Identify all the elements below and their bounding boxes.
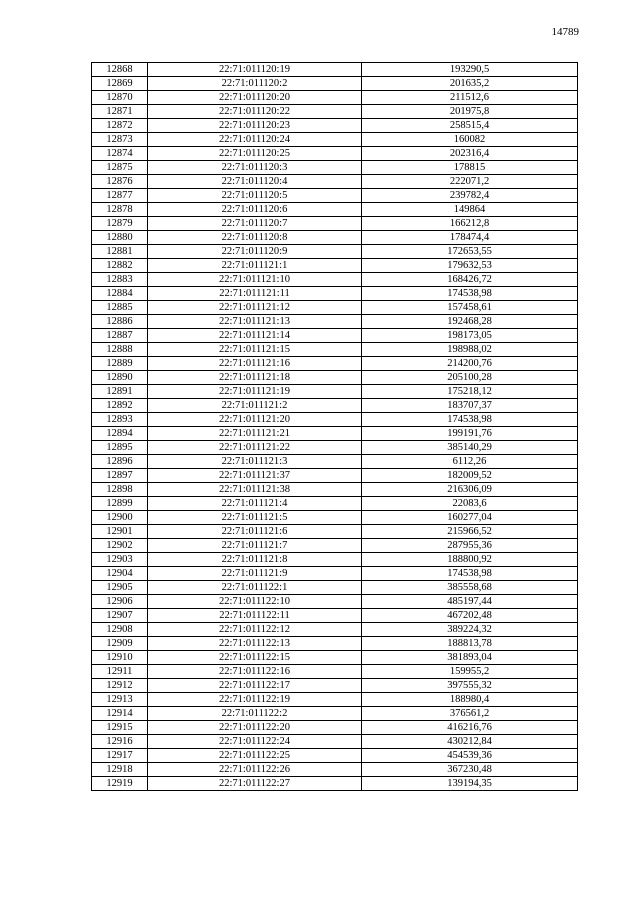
cadastral-number-cell: 22:71:011120:4: [148, 175, 362, 189]
table-row: [92, 539, 578, 553]
cadastral-number-cell: 22:71:011121:11: [148, 287, 362, 301]
cadastral-number-cell: 22:71:011122:11: [148, 609, 362, 623]
row-number-cell: 12886: [92, 315, 148, 329]
cadastral-number-cell: 22:71:011120:5: [148, 189, 362, 203]
cadastral-number-cell: 22:71:011120:23: [148, 119, 362, 133]
table-row: [92, 441, 578, 455]
table-row: [92, 133, 578, 147]
row-number-cell: 12906: [92, 595, 148, 609]
table-row: [92, 399, 578, 413]
table-row: [92, 203, 578, 217]
table-row: [92, 119, 578, 133]
value-cell: 182009,52: [362, 469, 578, 483]
value-cell: 416216,76: [362, 721, 578, 735]
table-row: [92, 301, 578, 315]
table-row: [92, 455, 578, 469]
table-row: [92, 161, 578, 175]
cadastral-number-cell: 22:71:011120:24: [148, 133, 362, 147]
value-cell: 198988,02: [362, 343, 578, 357]
cadastral-number-cell: 22:71:011121:8: [148, 553, 362, 567]
cadastral-number-cell: 22:71:011122:20: [148, 721, 362, 735]
cadastral-number-cell: 22:71:011121:4: [148, 497, 362, 511]
cadastral-number-cell: 22:71:011121:21: [148, 427, 362, 441]
value-cell: 175218,12: [362, 385, 578, 399]
value-cell: 183707,37: [362, 399, 578, 413]
value-cell: 159955,2: [362, 665, 578, 679]
row-number-cell: 12903: [92, 553, 148, 567]
cadastral-number-cell: 22:71:011122:16: [148, 665, 362, 679]
cadastral-number-cell: 22:71:011122:10: [148, 595, 362, 609]
cadastral-number-cell: 22:71:011121:38: [148, 483, 362, 497]
row-number-cell: 12888: [92, 343, 148, 357]
value-cell: 178474,4: [362, 231, 578, 245]
table-row: [92, 175, 578, 189]
table-row: [92, 357, 578, 371]
table-row: [92, 595, 578, 609]
cadastral-number-cell: 22:71:011122:15: [148, 651, 362, 665]
cadastral-number-cell: 22:71:011121:9: [148, 567, 362, 581]
value-cell: 178815: [362, 161, 578, 175]
value-cell: 385140,29: [362, 441, 578, 455]
table-row: [92, 287, 578, 301]
row-number-cell: 12889: [92, 357, 148, 371]
value-cell: 22083,6: [362, 497, 578, 511]
cadastral-number-cell: 22:71:011121:14: [148, 329, 362, 343]
table-row: [92, 63, 578, 77]
table-row: [92, 329, 578, 343]
row-number-cell: 12883: [92, 273, 148, 287]
table-row: [92, 105, 578, 119]
cadastral-number-cell: 22:71:011121:22: [148, 441, 362, 455]
table-row: [92, 497, 578, 511]
table-row: [92, 749, 578, 763]
row-number-cell: 12877: [92, 189, 148, 203]
cadastral-number-cell: 22:71:011122:27: [148, 777, 362, 791]
value-cell: 222071,2: [362, 175, 578, 189]
row-number-cell: 12881: [92, 245, 148, 259]
cadastral-number-cell: 22:71:011120:20: [148, 91, 362, 105]
value-cell: 188800,92: [362, 553, 578, 567]
row-number-cell: 12892: [92, 399, 148, 413]
row-number-cell: 12916: [92, 735, 148, 749]
value-cell: 367230,48: [362, 763, 578, 777]
value-cell: 205100,28: [362, 371, 578, 385]
value-cell: 467202,48: [362, 609, 578, 623]
cadastral-number-cell: 22:71:011121:20: [148, 413, 362, 427]
row-number-cell: 12905: [92, 581, 148, 595]
table-row: [92, 777, 578, 791]
cadastral-number-cell: 22:71:011120:9: [148, 245, 362, 259]
cadastral-number-cell: 22:71:011122:2: [148, 707, 362, 721]
cadastral-number-cell: 22:71:011122:26: [148, 763, 362, 777]
value-cell: 201635,2: [362, 77, 578, 91]
table-row: [92, 721, 578, 735]
table-row: [92, 483, 578, 497]
table-row: [92, 315, 578, 329]
cadastral-number-cell: 22:71:011120:6: [148, 203, 362, 217]
row-number-cell: 12887: [92, 329, 148, 343]
row-number-cell: 12879: [92, 217, 148, 231]
row-number-cell: 12912: [92, 679, 148, 693]
value-cell: 389224,32: [362, 623, 578, 637]
cadastral-number-cell: 22:71:011120:25: [148, 147, 362, 161]
row-number-cell: 12898: [92, 483, 148, 497]
row-number-cell: 12907: [92, 609, 148, 623]
value-cell: 202316,4: [362, 147, 578, 161]
row-number-cell: 12884: [92, 287, 148, 301]
table-row: [92, 77, 578, 91]
value-cell: 381893,04: [362, 651, 578, 665]
value-cell: 6112,26: [362, 455, 578, 469]
row-number-cell: 12878: [92, 203, 148, 217]
row-number-cell: 12876: [92, 175, 148, 189]
value-cell: 198173,05: [362, 329, 578, 343]
cadastral-number-cell: 22:71:011121:2: [148, 399, 362, 413]
value-cell: 166212,8: [362, 217, 578, 231]
cadastral-number-cell: 22:71:011120:3: [148, 161, 362, 175]
row-number-cell: 12873: [92, 133, 148, 147]
value-cell: 376561,2: [362, 707, 578, 721]
value-cell: 430212,84: [362, 735, 578, 749]
value-cell: 188813,78: [362, 637, 578, 651]
table-row: [92, 259, 578, 273]
table-row: [92, 189, 578, 203]
row-number-cell: 12893: [92, 413, 148, 427]
row-number-cell: 12896: [92, 455, 148, 469]
cadastral-number-cell: 22:71:011122:17: [148, 679, 362, 693]
table-row: [92, 609, 578, 623]
value-cell: 174538,98: [362, 567, 578, 581]
value-cell: 454539,36: [362, 749, 578, 763]
row-number-cell: 12870: [92, 91, 148, 105]
table-row: [92, 567, 578, 581]
cadastral-number-cell: 22:71:011121:7: [148, 539, 362, 553]
value-cell: 239782,4: [362, 189, 578, 203]
table-row: [92, 91, 578, 105]
cadastral-number-cell: 22:71:011120:2: [148, 77, 362, 91]
row-number-cell: 12882: [92, 259, 148, 273]
value-cell: 149864: [362, 203, 578, 217]
table-row: [92, 245, 578, 259]
cadastral-number-cell: 22:71:011121:10: [148, 273, 362, 287]
cadastral-value-table: [91, 62, 578, 791]
row-number-cell: 12872: [92, 119, 148, 133]
table-row: [92, 525, 578, 539]
row-number-cell: 12909: [92, 637, 148, 651]
cadastral-number-cell: 22:71:011120:19: [148, 63, 362, 77]
row-number-cell: 12900: [92, 511, 148, 525]
value-cell: 179632,53: [362, 259, 578, 273]
value-cell: 174538,98: [362, 413, 578, 427]
row-number-cell: 12875: [92, 161, 148, 175]
row-number-cell: 12894: [92, 427, 148, 441]
table-row: [92, 553, 578, 567]
cadastral-number-cell: 22:71:011121:18: [148, 371, 362, 385]
row-number-cell: 12918: [92, 763, 148, 777]
value-cell: 188980,4: [362, 693, 578, 707]
cadastral-number-cell: 22:71:011122:1: [148, 581, 362, 595]
row-number-cell: 12880: [92, 231, 148, 245]
row-number-cell: 12911: [92, 665, 148, 679]
value-cell: 397555,32: [362, 679, 578, 693]
row-number-cell: 12915: [92, 721, 148, 735]
cadastral-number-cell: 22:71:011120:22: [148, 105, 362, 119]
table-row: [92, 581, 578, 595]
value-cell: 168426,72: [362, 273, 578, 287]
cadastral-number-cell: 22:71:011121:37: [148, 469, 362, 483]
table-row: [92, 665, 578, 679]
table-row: [92, 469, 578, 483]
page-number: 14789: [551, 26, 579, 38]
row-number-cell: 12895: [92, 441, 148, 455]
value-cell: 258515,4: [362, 119, 578, 133]
row-number-cell: 12901: [92, 525, 148, 539]
value-cell: 211512,6: [362, 91, 578, 105]
row-number-cell: 12890: [92, 371, 148, 385]
table-row: [92, 511, 578, 525]
row-number-cell: 12904: [92, 567, 148, 581]
value-cell: 192468,28: [362, 315, 578, 329]
table-row: [92, 147, 578, 161]
table-row: [92, 763, 578, 777]
value-cell: 201975,8: [362, 105, 578, 119]
value-cell: 385558,68: [362, 581, 578, 595]
table-row: [92, 623, 578, 637]
row-number-cell: 12919: [92, 777, 148, 791]
value-cell: 215966,52: [362, 525, 578, 539]
table-row: [92, 679, 578, 693]
value-cell: 199191,76: [362, 427, 578, 441]
table-row: [92, 707, 578, 721]
cadastral-number-cell: 22:71:011121:5: [148, 511, 362, 525]
cadastral-number-cell: 22:71:011121:12: [148, 301, 362, 315]
table-row: [92, 343, 578, 357]
cadastral-number-cell: 22:71:011121:6: [148, 525, 362, 539]
table-row: [92, 371, 578, 385]
row-number-cell: 12908: [92, 623, 148, 637]
value-cell: 485197,44: [362, 595, 578, 609]
table-body: [92, 63, 578, 791]
cadastral-number-cell: 22:71:011121:15: [148, 343, 362, 357]
cadastral-number-cell: 22:71:011122:24: [148, 735, 362, 749]
cadastral-number-cell: 22:71:011121:16: [148, 357, 362, 371]
cadastral-number-cell: 22:71:011120:7: [148, 217, 362, 231]
cadastral-number-cell: 22:71:011122:13: [148, 637, 362, 651]
cadastral-number-cell: 22:71:011122:19: [148, 693, 362, 707]
row-number-cell: 12899: [92, 497, 148, 511]
row-number-cell: 12897: [92, 469, 148, 483]
table-row: [92, 217, 578, 231]
value-cell: 174538,98: [362, 287, 578, 301]
value-cell: 193290,5: [362, 63, 578, 77]
value-cell: 157458,61: [362, 301, 578, 315]
cadastral-number-cell: 22:71:011122:12: [148, 623, 362, 637]
cadastral-number-cell: 22:71:011121:3: [148, 455, 362, 469]
row-number-cell: 12891: [92, 385, 148, 399]
row-number-cell: 12871: [92, 105, 148, 119]
value-cell: 172653,55: [362, 245, 578, 259]
value-cell: 287955,36: [362, 539, 578, 553]
row-number-cell: 12917: [92, 749, 148, 763]
value-cell: 214200,76: [362, 357, 578, 371]
table-row: [92, 231, 578, 245]
table-row: [92, 385, 578, 399]
cadastral-number-cell: 22:71:011121:1: [148, 259, 362, 273]
row-number-cell: 12874: [92, 147, 148, 161]
row-number-cell: 12910: [92, 651, 148, 665]
row-number-cell: 12914: [92, 707, 148, 721]
value-cell: 216306,09: [362, 483, 578, 497]
row-number-cell: 12902: [92, 539, 148, 553]
cadastral-number-cell: 22:71:011122:25: [148, 749, 362, 763]
table-row: [92, 637, 578, 651]
table-row: [92, 693, 578, 707]
cadastral-number-cell: 22:71:011120:8: [148, 231, 362, 245]
table-row: [92, 651, 578, 665]
row-number-cell: 12869: [92, 77, 148, 91]
cadastral-number-cell: 22:71:011121:19: [148, 385, 362, 399]
table-row: [92, 273, 578, 287]
value-cell: 160082: [362, 133, 578, 147]
row-number-cell: 12913: [92, 693, 148, 707]
table-row: [92, 735, 578, 749]
row-number-cell: 12868: [92, 63, 148, 77]
cadastral-number-cell: 22:71:011121:13: [148, 315, 362, 329]
table-row: [92, 413, 578, 427]
value-cell: 160277,04: [362, 511, 578, 525]
row-number-cell: 12885: [92, 301, 148, 315]
value-cell: 139194,35: [362, 777, 578, 791]
table-row: [92, 427, 578, 441]
